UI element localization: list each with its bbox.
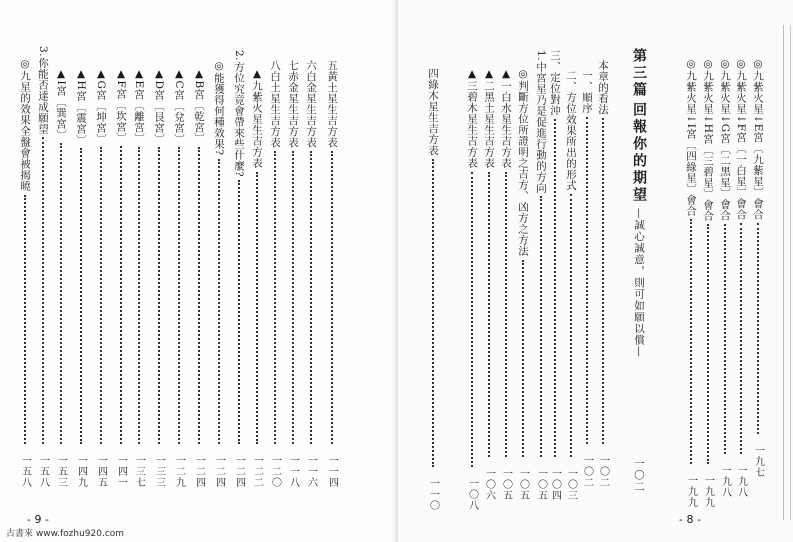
toc-leader-dots xyxy=(274,151,276,444)
toc-entry-page: 一二〇 xyxy=(269,455,281,488)
toc-entry-page: 一二四 xyxy=(233,455,245,488)
toc-entry-page: 一一〇 xyxy=(427,478,439,511)
toc-entry-title: 本章的看法 xyxy=(597,60,609,115)
toc-entry-page: 一〇五 xyxy=(500,468,512,501)
toc-entry-page: 一四九 xyxy=(75,455,87,488)
site-watermark: 古書來 www.fozhu920.com xyxy=(6,529,125,539)
toc-entry-title: 1.中宮星乃是促進行動的方向 xyxy=(535,50,547,194)
toc-entry xyxy=(534,50,548,501)
toc-leader-dots xyxy=(331,151,333,444)
toc-entry xyxy=(172,68,186,488)
part-subtitle: —誠心誠意，則可如願以償— xyxy=(633,208,645,358)
toc-entry-title: 七赤金星生吉方表 xyxy=(287,60,299,148)
toc-entry-title: 二、方位效果所出的形式 xyxy=(565,70,577,191)
toc-leader-dots xyxy=(80,148,82,444)
toc-entry xyxy=(250,68,264,488)
toc-entry-title: ▲C宮〔兌宮〕 xyxy=(173,68,185,145)
toc-entry-title: 一、順序 xyxy=(581,70,593,114)
toc-leader-dots xyxy=(178,147,180,444)
toc-leader-dots xyxy=(24,195,26,445)
toc-entry-page: 一〇二 xyxy=(597,455,609,488)
toc-entry-page: 一九八 xyxy=(719,465,731,498)
toc-entry xyxy=(499,68,513,501)
toc-entry-title: 六白金星生吉方表 xyxy=(305,60,317,148)
toc-entry-title: ▲H宮〔震宮〕 xyxy=(75,68,87,146)
toc-entry-page: 一四五 xyxy=(95,455,107,488)
toc-entry xyxy=(132,68,146,488)
toc-entry-page: 一〇五 xyxy=(517,468,529,501)
toc-entry-page: 一〇四 xyxy=(549,468,561,501)
toc-entry xyxy=(152,68,166,488)
toc-entry-title: ◎九紫火星↓H宮〔三碧星〕會合 xyxy=(702,58,714,222)
toc-leader-dots xyxy=(602,118,604,444)
toc-entry-page: 一〇三 xyxy=(565,468,577,501)
toc-entry-page: 一三七 xyxy=(133,455,145,488)
toc-leader-dots xyxy=(586,117,588,444)
toc-entry-page: 一九七 xyxy=(752,445,764,478)
toc-entry-page: 一二二 xyxy=(251,455,263,488)
toc-entry xyxy=(548,50,562,501)
toc-leader-dots xyxy=(707,224,709,464)
toc-entry xyxy=(18,58,32,488)
toc-entry xyxy=(74,68,88,488)
toc-entry-page: 一二四 xyxy=(213,455,225,488)
toc-entry-title: ▲G宮〔坤宮〕 xyxy=(95,68,107,145)
toc-leader-dots xyxy=(218,159,220,444)
toc-entry-page: 一九八 xyxy=(735,465,747,498)
toc-entry xyxy=(564,70,578,501)
toc-entry-title: ▲二黑土星生吉方表 xyxy=(483,68,495,169)
toc-entry-title: ▲九紫火星生吉方表 xyxy=(251,68,263,169)
toc-leader-dots xyxy=(757,223,759,434)
toc-entry-title: ▲D宮〔艮宮〕 xyxy=(153,68,165,145)
toc-entry-title: ◎九紫火星↓E宮〔九紫星〕會合 xyxy=(752,58,764,220)
toc-entry xyxy=(751,58,765,478)
toc-leader-dots xyxy=(570,194,572,457)
toc-entry-page: 一九九 xyxy=(702,475,714,508)
toc-entry xyxy=(465,68,479,511)
toc-entry xyxy=(482,68,496,501)
toc-leader-dots xyxy=(42,137,44,444)
toc-entry-page: 一五三 xyxy=(55,455,67,488)
toc-entry-page: 一四一 xyxy=(115,455,127,488)
toc-entry xyxy=(304,60,318,488)
toc-entry-title: ◎九紫火星↓F宮〔一白星〕會合 xyxy=(735,58,747,220)
toc-leader-dots xyxy=(724,224,726,454)
toc-leader-dots xyxy=(432,159,434,467)
toc-leader-dots xyxy=(522,260,524,458)
toc-leader-dots xyxy=(158,147,160,444)
toc-entry-page: 一二九 xyxy=(173,455,185,488)
toc-entry-page: 一五八 xyxy=(37,455,49,488)
toc-entry xyxy=(114,68,128,488)
toc-entry-title: 四綠木星生吉方表 xyxy=(427,68,439,156)
toc-leader-dots xyxy=(198,147,200,444)
toc-entry-page: 一〇五 xyxy=(535,468,547,501)
toc-entry xyxy=(36,46,50,488)
toc-entry-page: 一〇二 xyxy=(581,455,593,488)
toc-entry xyxy=(94,68,108,488)
toc-entry-title: 八白土星生吉方表 xyxy=(269,60,281,148)
toc-leader-dots xyxy=(100,147,102,444)
toc-entry xyxy=(734,58,748,498)
toc-entry-page: 一〇六 xyxy=(483,468,495,501)
toc-entry-page: 一九九 xyxy=(685,475,697,508)
toc-entry xyxy=(212,60,226,488)
toc-entry-title: ▲F宮〔坎宮〕 xyxy=(115,68,127,144)
toc-leader-dots xyxy=(505,172,507,458)
page-edge xyxy=(783,25,791,520)
toc-leader-dots xyxy=(310,151,312,444)
toc-entry-title: 3.你能否達成願望 xyxy=(37,46,49,135)
left-page-number: - 9 - xyxy=(27,513,49,526)
toc-entry xyxy=(54,68,68,488)
toc-leader-dots xyxy=(138,147,140,444)
toc-leader-dots xyxy=(60,143,62,444)
toc-leader-dots xyxy=(471,172,473,468)
toc-entry xyxy=(596,60,610,488)
toc-leader-dots xyxy=(488,172,490,458)
toc-entry xyxy=(268,60,282,488)
toc-leader-dots xyxy=(256,172,258,445)
toc-entry-page: 一三三 xyxy=(153,455,165,488)
right-page xyxy=(398,0,793,542)
toc-entry-title: ◎判斷方位所證明之吉方、凶方之方法 xyxy=(517,68,529,257)
toc-entry-title: 2.方位究竟會帶來些什麼? xyxy=(233,50,245,178)
toc-entry xyxy=(701,58,715,508)
toc-entry-title: ▲B宮〔乾宮〕 xyxy=(193,68,205,144)
part-label: 第三篇 xyxy=(631,48,647,99)
toc-entry xyxy=(192,68,206,488)
part-page: 一〇二 xyxy=(633,458,645,493)
toc-entry xyxy=(232,50,246,488)
toc-entry-title: 三、定位對沖 xyxy=(549,50,561,116)
toc-entry xyxy=(286,60,300,488)
toc-leader-dots xyxy=(554,119,556,457)
toc-entry xyxy=(684,58,698,508)
toc-entry xyxy=(718,58,732,498)
toc-leader-dots xyxy=(690,219,692,464)
toc-entry-title: ◎九星的效果全盤會被揭曉 xyxy=(19,58,31,192)
toc-entry-page: 一一八 xyxy=(287,455,299,488)
right-page-number: - 8 - xyxy=(679,513,701,526)
part-title: 回報你的期望 xyxy=(631,102,647,204)
toc-entry-title: ◎九紫火星↓G宮〔二黑星〕會合 xyxy=(719,58,731,221)
toc-entry-title: ▲三碧木星生吉方表 xyxy=(466,68,478,169)
toc-leader-dots xyxy=(238,180,240,444)
toc-entry-title: ▲E宮〔離宮〕 xyxy=(133,68,145,144)
toc-entry-title: ▲一白水星生吉方表 xyxy=(500,68,512,169)
toc-leader-dots xyxy=(540,196,542,457)
toc-entry-title: ▲I宮〔巽宮〕 xyxy=(55,68,67,141)
toc-entry-title: 五黃土星生吉方表 xyxy=(326,60,338,148)
toc-entry xyxy=(516,68,530,501)
toc-entry-page: 一二四 xyxy=(193,455,205,488)
toc-entry xyxy=(426,68,440,511)
toc-entry-page: 一一四 xyxy=(326,455,338,488)
toc-leader-dots xyxy=(120,146,122,444)
toc-entry-title: ◎能獲得何種效果? xyxy=(213,60,225,156)
toc-entry-page: 一〇八 xyxy=(466,478,478,511)
toc-entry-page: 一五八 xyxy=(19,455,31,488)
toc-leader-dots xyxy=(292,151,294,444)
toc-leader-dots xyxy=(740,223,742,454)
toc-entry xyxy=(580,70,594,488)
toc-entry xyxy=(325,60,339,488)
toc-entry-page: 一一六 xyxy=(305,455,317,488)
toc-entry-title: ◎九紫火星↓I宮〔四綠星〕會合 xyxy=(685,58,697,217)
